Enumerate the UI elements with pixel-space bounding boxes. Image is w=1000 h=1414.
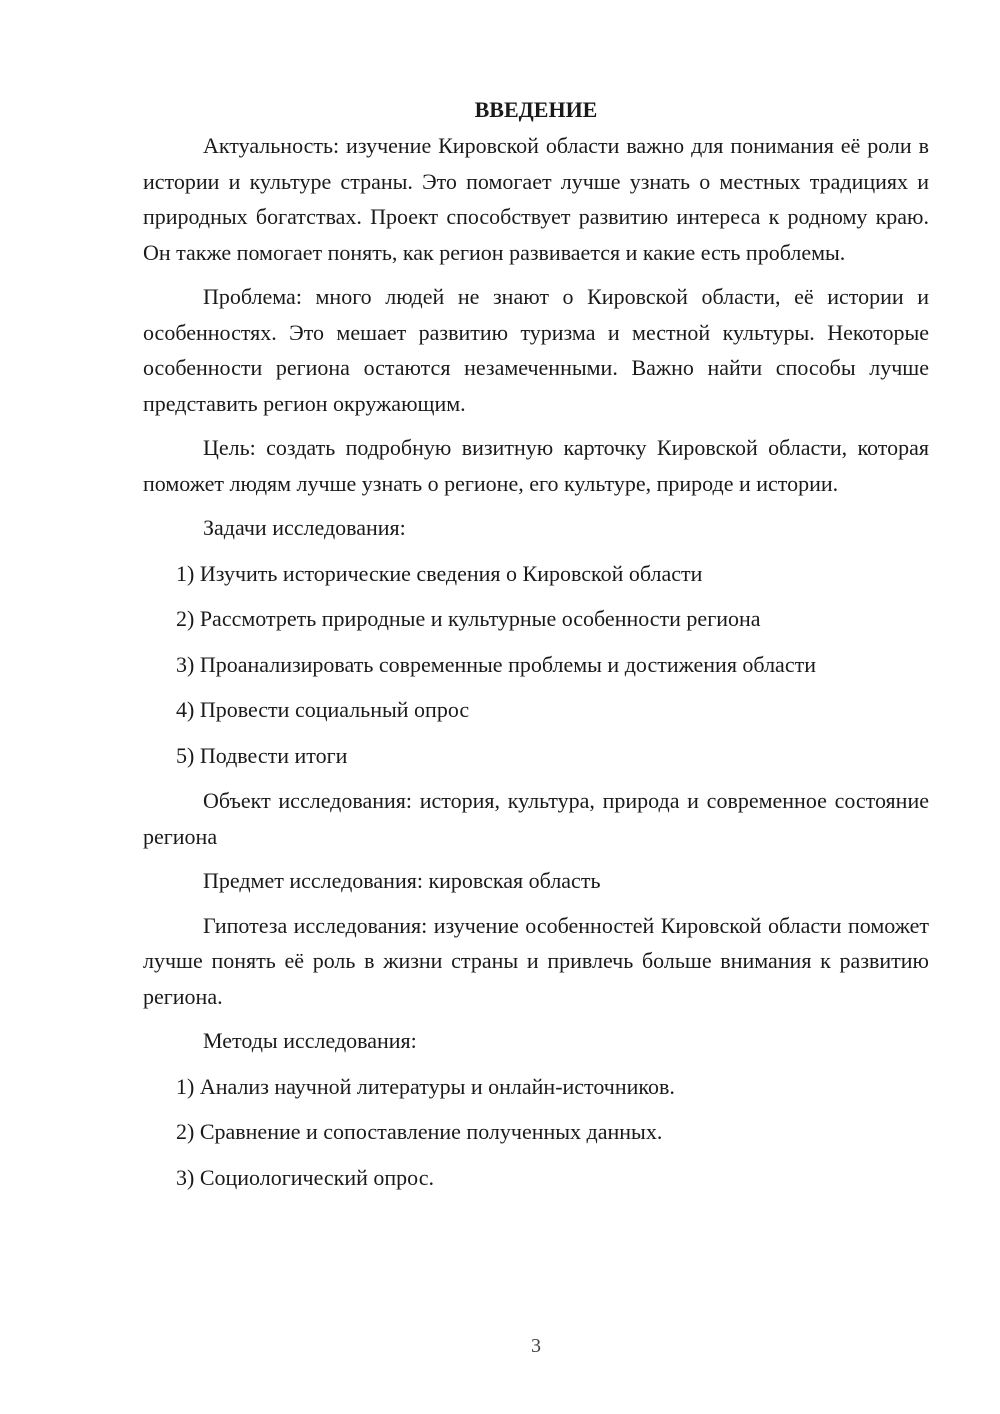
- method-item-1: 1) Анализ научной литературы и онлайн-источников.: [176, 1073, 675, 1099]
- document-page: [143, 92, 929, 1205]
- object-paragraph: Объект исследования: история, культура, природа и современное состояние региона: [143, 788, 929, 849]
- subject-paragraph: Предмет исследования: кировская область: [203, 868, 601, 893]
- method-item-3: 3) Социологический опрос.: [176, 1164, 434, 1190]
- method-item-2: 2) Сравнение и сопоставление полученных данных.: [176, 1119, 663, 1144]
- methods-heading: Методы исследования:: [203, 1028, 417, 1053]
- page-title: ВВЕДЕНИЕ: [474, 97, 598, 122]
- task-item-2: 2) Рассмотреть природные и культурные особенности региона: [176, 606, 761, 631]
- task-item-5: 5) Подвести итоги: [176, 742, 348, 768]
- hypothesis-paragraph: Гипотеза исследования: изучение особенностей Кировской области поможет лучше понять её роль в жизни страны и привлечь больше внимания к развитию региона.: [143, 912, 929, 1009]
- task-item-4: 4) Провести социальный опрос: [176, 697, 470, 722]
- page-number: 3: [531, 1335, 541, 1357]
- goal-paragraph: Цель: создать подробную визитную карточку Кировской области, которая поможет людям лучше узнать о регионе, его культуре, природе и истории.: [143, 435, 929, 496]
- task-item-1: 1) Изучить исторические сведения о Кировской области: [176, 560, 703, 586]
- problem-paragraph: Проблема: много людей не знают о Кировской области, её истории и особенностях. Это мешает развитию туризма и местной культуры. Некоторые особенности региона остаются незамеченными. Важно найти способы лучше представить регион окружающим.: [143, 284, 929, 416]
- task-item-3: 3) Проанализировать современные проблемы и достижения области: [176, 651, 816, 677]
- relevance-paragraph: Актуальность: изучение Кировской области важно для понимания её роли в истории и культуре страны. Это помогает лучше узнать о местных традициях и природных богатствах. Проект способствует развитию интереса к родному краю. Он также помогает понять, как регион развивается и какие есть проблемы.: [143, 133, 929, 265]
- tasks-heading: Задачи исследования:: [203, 515, 406, 540]
